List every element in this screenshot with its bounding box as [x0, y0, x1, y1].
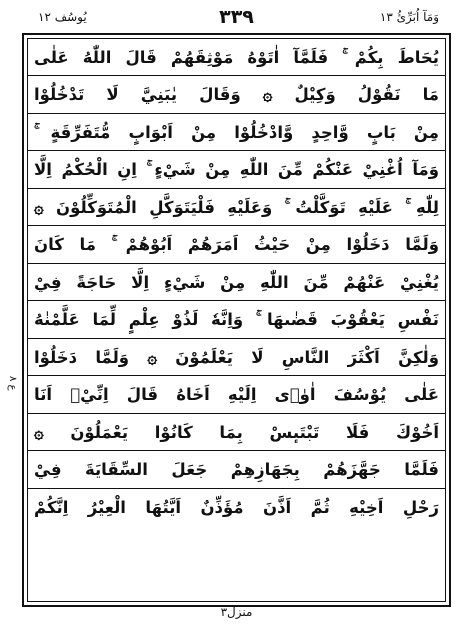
text-block	[28, 39, 445, 601]
text-line: يُغْنِيْ عَنْهُمْ مِّنَ اللّٰهِ مِنْ شَيْءٍ اِلَّا حَاجَةً فِيْ	[28, 264, 445, 301]
text-line: مِنْ بَابٍ وَّاحِدٍ وَّادْخُلُوْا مِنْ اَبْوَابٍ مُّتَفَرِّقَةٍ ۚ	[28, 114, 445, 151]
text-line: يُحَاطَ بِكُمْ ۚ فَلَمَّآ اٰتَوْهُ مَوْثِقَهُمْ قَالَ اللّٰهُ عَلٰى	[28, 39, 445, 76]
text-line: وَلٰكِنَّ اَكْثَرَ النَّاسِ لَا يَعْلَمُوْنَ ۞ وَلَمَّا دَخَلُوْا	[28, 339, 445, 376]
page-number: ٣٣٩	[219, 6, 254, 28]
text-line: رَحْلِ اَخِيْهِ ثُمَّ اَذَّنَ مُؤَذِّنٌ اَيَّتُهَا الْعِيْرُ اِنَّكُمْ	[34, 497, 439, 517]
ruku-marker: ع ٨	[7, 376, 18, 391]
text-line: لِلّٰهِ ۚ عَلَيْهِ تَوَكَّلْتُ ۚ وَعَلَيْهِ فَلْيَتَوَكَّلِ الْمُتَوَكِّلُوْنَ ۞	[28, 189, 445, 226]
text-line: عَلٰى يُوْسُفَ اٰوٰۤى اِلَيْهِ اَخَاهُ قَالَ اِنِّيْۤ اَنَا	[28, 376, 445, 413]
text-line: مَا نَقُوْلُ وَكِيْلٌ ۞ وَقَالَ يٰبَنِيَّ لَا تَدْخُلُوْا	[28, 76, 445, 113]
surah-name: يُوسُف ١٢	[38, 10, 87, 24]
juz-name: وَمَآ اُبَرِّئُ ١٣	[379, 10, 439, 24]
text-line: وَمَآ اُغْنِيْ عَنْكُمْ مِّنَ اللّٰهِ مِنْ شَيْءٍ ۚ اِنِ الْحُكْمُ اِلَّا	[28, 151, 445, 188]
text-line: نَفْسِ يَعْقُوْبَ قَضٰىهَا ۚ وَاِنَّهٗ لَذُوْ عِلْمٍ لِّمَا عَلَّمْنٰهُ	[28, 301, 445, 338]
manzil-label: منزل٣	[220, 605, 253, 619]
text-line: وَلَمَّا دَخَلُوْا مِنْ حَيْثُ اَمَرَهُمْ اَبُوْهُمْ ۚ مَا كَانَ	[28, 226, 445, 263]
text-line: اَخُوْكَ فَلَا تَبْتَىٕسْ بِمَا كَانُوْا يَعْمَلُوْنَ ۞	[28, 414, 445, 451]
text-line: فَلَمَّا جَهَّزَهُمْ بِجَهَازِهِمْ جَعَلَ السِّقَايَةَ فِيْ	[28, 451, 445, 488]
